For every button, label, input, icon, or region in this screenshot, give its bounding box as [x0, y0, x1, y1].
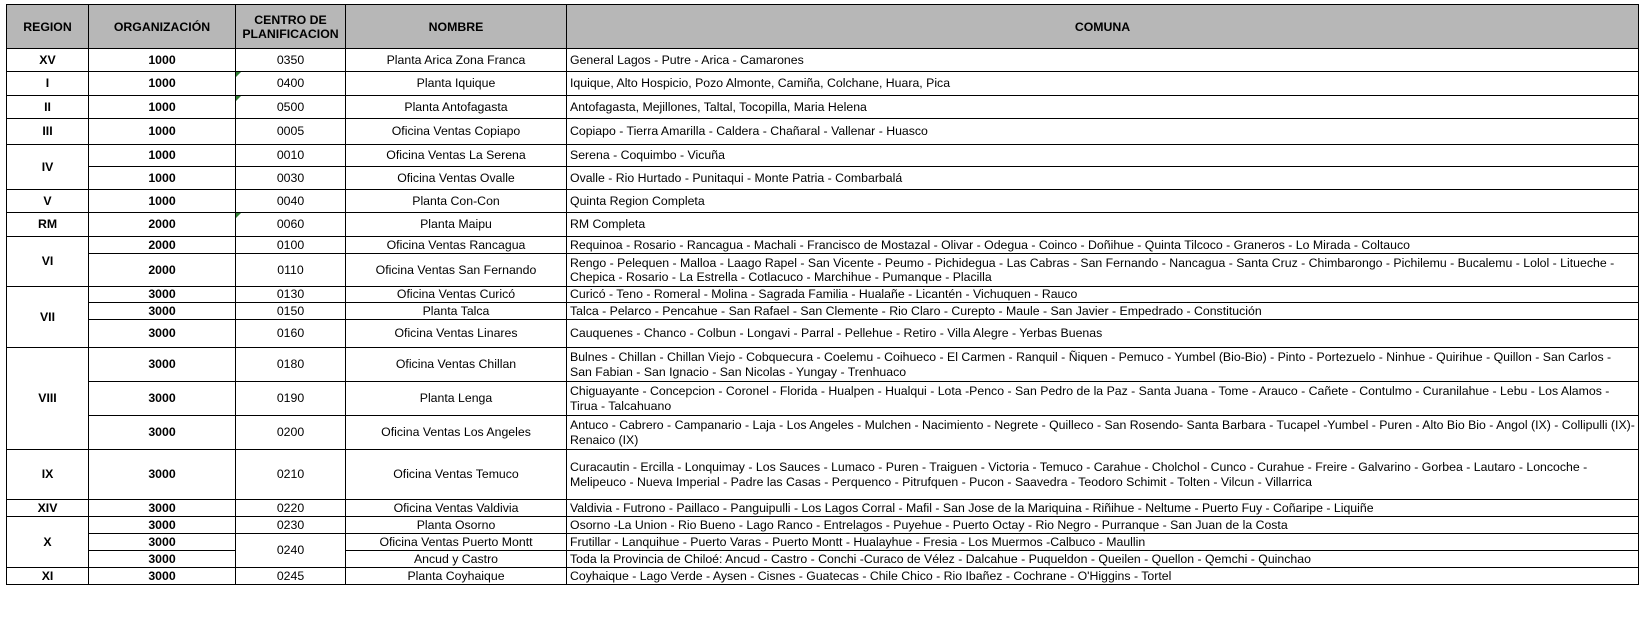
- organizacion-cell[interactable]: 3000: [89, 416, 236, 450]
- nombre-cell[interactable]: Oficina Ventas La Serena: [346, 145, 567, 167]
- comuna-cell[interactable]: Valdivia - Futrono - Paillaco - Panguipulli - Los Lagos Corral - Mafil - San Jose de la Mariquina - Riñihue - Neltume - Puerto Fuy - Coñaripe - Liquiñe: [567, 500, 1639, 517]
- region-cell[interactable]: IV: [7, 145, 89, 190]
- table-row: [7, 213, 1639, 237]
- comuna-cell[interactable]: Quinta Region Completa: [567, 190, 1639, 213]
- table-row: [7, 190, 1639, 213]
- comuna-cell[interactable]: Ovalle - Rio Hurtado - Punitaqui - Monte Patria - Combarbalá: [567, 167, 1639, 190]
- comuna-cell[interactable]: RM Completa: [567, 213, 1639, 237]
- centro-cell[interactable]: 0190: [236, 382, 346, 416]
- centro-cell[interactable]: 0400: [236, 72, 346, 96]
- organizacion-cell[interactable]: 3000: [89, 551, 236, 568]
- centro-cell[interactable]: 0160: [236, 320, 346, 348]
- region-cell[interactable]: XIV: [7, 500, 89, 517]
- nombre-cell[interactable]: Oficina Ventas Ovalle: [346, 167, 567, 190]
- nombre-cell[interactable]: Planta Maipu: [346, 213, 567, 237]
- header-row: [7, 5, 1639, 49]
- region-cell[interactable]: XI: [7, 568, 89, 585]
- nombre-cell[interactable]: Oficina Ventas Puerto Montt: [346, 534, 567, 551]
- comuna-cell[interactable]: Chiguayante - Concepcion - Coronel - Florida - Hualpen - Hualqui - Lota -Penco - San Pedro de la Paz - Santa Juana - Tome - Arauco - Cañete - Contulmo - Curanilahue - Lebu - Los Alamos - Tirua - Talcahuano: [567, 382, 1639, 416]
- centro-cell[interactable]: 0100: [236, 237, 346, 254]
- organizacion-cell[interactable]: 3000: [89, 382, 236, 416]
- centro-cell[interactable]: 0060: [236, 213, 346, 237]
- comuna-cell[interactable]: Requinoa - Rosario - Rancagua - Machali - Francisco de Mostazal - Olivar - Odegua - Coinco - Doñihue - Quinta Tilcoco - Graneros - Lo Mirada - Coltauco: [567, 237, 1639, 254]
- nombre-cell[interactable]: Planta Osorno: [346, 517, 567, 534]
- organizacion-cell[interactable]: 3000: [89, 517, 236, 534]
- centro-cell[interactable]: 0230: [236, 517, 346, 534]
- header-centro-line2: PLANIFICACION: [242, 26, 339, 41]
- table-row: [7, 568, 1639, 585]
- nombre-cell[interactable]: Oficina Ventas Los Angeles: [346, 416, 567, 450]
- region-cell[interactable]: II: [7, 96, 89, 119]
- comuna-cell[interactable]: Serena - Coquimbo - Vicuña: [567, 145, 1639, 167]
- nombre-cell[interactable]: Oficina Ventas Valdivia: [346, 500, 567, 517]
- nombre-cell[interactable]: Oficina Ventas San Fernando: [346, 254, 567, 287]
- organizacion-cell[interactable]: 3000: [89, 287, 236, 303]
- centro-cell[interactable]: 0200: [236, 416, 346, 450]
- centro-cell[interactable]: 0005: [236, 119, 346, 145]
- comuna-cell[interactable]: Antofagasta, Mejillones, Taltal, Tocopilla, Maria Helena: [567, 96, 1639, 119]
- table-row: [7, 534, 1639, 551]
- organizacion-cell[interactable]: 2000: [89, 254, 236, 287]
- organizacion-cell[interactable]: 3000: [89, 303, 236, 320]
- nombre-cell[interactable]: Planta Con-Con: [346, 190, 567, 213]
- centro-cell[interactable]: 0500: [236, 96, 346, 119]
- nombre-cell[interactable]: Oficina Ventas Temuco: [346, 450, 567, 500]
- header-centro[interactable]: [236, 5, 346, 49]
- organizacion-cell[interactable]: 3000: [89, 568, 236, 585]
- centro-cell[interactable]: 0210: [236, 450, 346, 500]
- comuna-cell[interactable]: Copiapo - Tierra Amarilla - Caldera - Chañaral - Vallenar - Huasco: [567, 119, 1639, 145]
- table-row: [7, 72, 1639, 96]
- comuna-cell[interactable]: Frutillar - Lanquihue - Puerto Varas - Puerto Montt - Hualayhue - Fresia - Los Muermos -Calbuco - Maullin: [567, 534, 1639, 551]
- organizacion-cell[interactable]: 1000: [89, 49, 236, 72]
- centro-cell[interactable]: 0350: [236, 49, 346, 72]
- organizacion-cell[interactable]: 3000: [89, 320, 236, 348]
- nombre-cell[interactable]: Oficina Ventas Linares: [346, 320, 567, 348]
- nombre-cell[interactable]: Oficina Ventas Curicó: [346, 287, 567, 303]
- comuna-cell[interactable]: Toda la Provincia de Chiloé: Ancud - Castro - Conchi -Curaco de Vélez - Dalcahue - Puqueldon - Queilen - Quellon - Qemchi - Quinchao: [567, 551, 1639, 568]
- table-row: [7, 303, 1639, 320]
- organizacion-cell[interactable]: 1000: [89, 119, 236, 145]
- comuna-cell[interactable]: Coyhaique - Lago Verde - Aysen - Cisnes - Guatecas - Chile Chico - Rio Ibañez - Cochrane - O'Higgins - Tortel: [567, 568, 1639, 585]
- comuna-cell[interactable]: Cauquenes - Chanco - Colbun - Longavi - Parral - Pellehue - Retiro - Villa Alegre - Yerbas Buenas: [567, 320, 1639, 348]
- organizacion-cell[interactable]: 1000: [89, 145, 236, 167]
- centro-cell[interactable]: 0180: [236, 348, 346, 382]
- organizacion-cell[interactable]: 3000: [89, 450, 236, 500]
- table-row: [7, 500, 1639, 517]
- organizacion-cell[interactable]: 3000: [89, 500, 236, 517]
- organizacion-cell[interactable]: 1000: [89, 167, 236, 190]
- comuna-cell[interactable]: Osorno -La Union - Rio Bueno - Lago Ranco - Entrelagos - Puyehue - Puerto Octay - Rio Negro - Purranque - San Juan de la Costa: [567, 517, 1639, 534]
- nombre-cell[interactable]: Planta Coyhaique: [346, 568, 567, 585]
- table-row: [7, 119, 1639, 145]
- region-cell[interactable]: VII: [7, 287, 89, 348]
- centro-cell[interactable]: 0220: [236, 500, 346, 517]
- region-cell[interactable]: VIII: [7, 348, 89, 450]
- centro-cell[interactable]: 0110: [236, 254, 346, 287]
- organizacion-cell[interactable]: 1000: [89, 190, 236, 213]
- table-row: [7, 96, 1639, 119]
- table-row: [7, 517, 1639, 534]
- header-nombre[interactable]: NOMBRE: [346, 5, 567, 49]
- table-row: [7, 254, 1639, 287]
- centro-cell[interactable]: 0030: [236, 167, 346, 190]
- header-comuna[interactable]: COMUNA: [567, 5, 1639, 49]
- centro-cell[interactable]: 0245: [236, 568, 346, 585]
- comuna-cell[interactable]: Bulnes - Chillan - Chillan Viejo - Cobquecura - Coelemu - Coihueco - El Carmen - Ranquil - Ñiquen - Pemuco - Yumbel (Bio-Bio) - Pinto - Portezuelo - Ninhue - Quirihue - Quillon - San Carlos - San Fabian - San Ignacio - San Nicolas - Yungay - Trenhuaco: [567, 348, 1639, 382]
- centro-cell[interactable]: 0150: [236, 303, 346, 320]
- nombre-cell[interactable]: Oficina Ventas Chillan: [346, 348, 567, 382]
- nombre-cell[interactable]: Ancud y Castro: [346, 551, 567, 568]
- nombre-cell[interactable]: Planta Antofagasta: [346, 96, 567, 119]
- comuna-cell[interactable]: Curicó - Teno - Romeral - Molina - Sagrada Familia - Hualañe - Licantén - Vichuquen - Rauco: [567, 287, 1639, 303]
- nombre-cell[interactable]: Planta Iquique: [346, 72, 567, 96]
- region-cell[interactable]: VI: [7, 237, 89, 287]
- centro-cell[interactable]: 0010: [236, 145, 346, 167]
- comuna-cell[interactable]: Curacautin - Ercilla - Lonquimay - Los Sauces - Lumaco - Puren - Traiguen - Victoria - Temuco - Carahue - Cholchol - Cunco - Curahue - Freire - Galvarino - Gorbea - Lautaro - Loncoche - Melipeuco - Nueva Imperial - Padre las Casas - Perquenco - Pitrufquen - Pucon - Saavedra - Teodoro Schimit - Tolten - Vilcun - Villarrica: [567, 450, 1639, 500]
- centro-cell[interactable]: 0130: [236, 287, 346, 303]
- region-cell[interactable]: XV: [7, 49, 89, 72]
- comuna-cell[interactable]: General Lagos - Putre - Arica - Camarones: [567, 49, 1639, 72]
- organizacion-cell[interactable]: 1000: [89, 72, 236, 96]
- header-centro-line1: CENTRO DE: [254, 12, 327, 27]
- nombre-cell[interactable]: Oficina Ventas Rancagua: [346, 237, 567, 254]
- comuna-cell[interactable]: Iquique, Alto Hospicio, Pozo Almonte, Camiña, Colchane, Huara, Pica: [567, 72, 1639, 96]
- nombre-cell[interactable]: Planta Arica Zona Franca: [346, 49, 567, 72]
- header-organizacion[interactable]: ORGANIZACIÓN: [89, 5, 236, 49]
- region-cell[interactable]: RM: [7, 213, 89, 237]
- comuna-cell[interactable]: Rengo - Pelequen - Malloa - Laago Rapel - San Vicente - Peumo - Pichidegua - Las Cabras - San Fernando - Nancagua - Santa Cruz - Chimbarongo - Pichilemu - Bucalemu - Lolol - Litueche - Chepica - Rosario - La Estrella - Cotlacuco - Marchihue - Pumanque - Placilla: [567, 254, 1639, 287]
- nombre-cell[interactable]: Planta Lenga: [346, 382, 567, 416]
- table-row: [7, 167, 1639, 190]
- table-row: [7, 348, 1639, 382]
- comuna-cell[interactable]: Talca - Pelarco - Pencahue - San Rafael - San Clemente - Rio Claro - Curepto - Maule - San Javier - Empedrado - Constitución: [567, 303, 1639, 320]
- nombre-cell[interactable]: Planta Talca: [346, 303, 567, 320]
- centro-cell[interactable]: 0040: [236, 190, 346, 213]
- table-row: [7, 287, 1639, 303]
- table-row: [7, 382, 1639, 416]
- organizacion-cell[interactable]: 3000: [89, 348, 236, 382]
- organizacion-cell[interactable]: 1000: [89, 96, 236, 119]
- centro-cell[interactable]: 0240: [236, 534, 346, 568]
- table-row: [7, 320, 1639, 348]
- region-cell[interactable]: V: [7, 190, 89, 213]
- table-row: [7, 416, 1639, 450]
- table-row: [7, 49, 1639, 72]
- table-row: [7, 237, 1639, 254]
- nombre-cell[interactable]: Oficina Ventas Copiapo: [346, 119, 567, 145]
- organizacion-cell[interactable]: 3000: [89, 534, 236, 551]
- table-row: [7, 450, 1639, 500]
- table-row: [7, 145, 1639, 167]
- header-region[interactable]: REGION: [7, 5, 89, 49]
- region-cell[interactable]: X: [7, 517, 89, 568]
- comuna-cell[interactable]: Antuco - Cabrero - Campanario - Laja - Los Angeles - Mulchen - Nacimiento - Negrete - Quilleco - San Rosendo- Santa Barbara - Tucapel -Yumbel - Puren - Alto Bio Bio - Angol (IX) - Collipulli (IX)- Renaico (IX): [567, 416, 1639, 450]
- region-cell[interactable]: I: [7, 72, 89, 96]
- organizacion-cell[interactable]: 2000: [89, 213, 236, 237]
- region-cell[interactable]: III: [7, 119, 89, 145]
- comuna-table: [6, 4, 1639, 585]
- region-cell[interactable]: IX: [7, 450, 89, 500]
- organizacion-cell[interactable]: 2000: [89, 237, 236, 254]
